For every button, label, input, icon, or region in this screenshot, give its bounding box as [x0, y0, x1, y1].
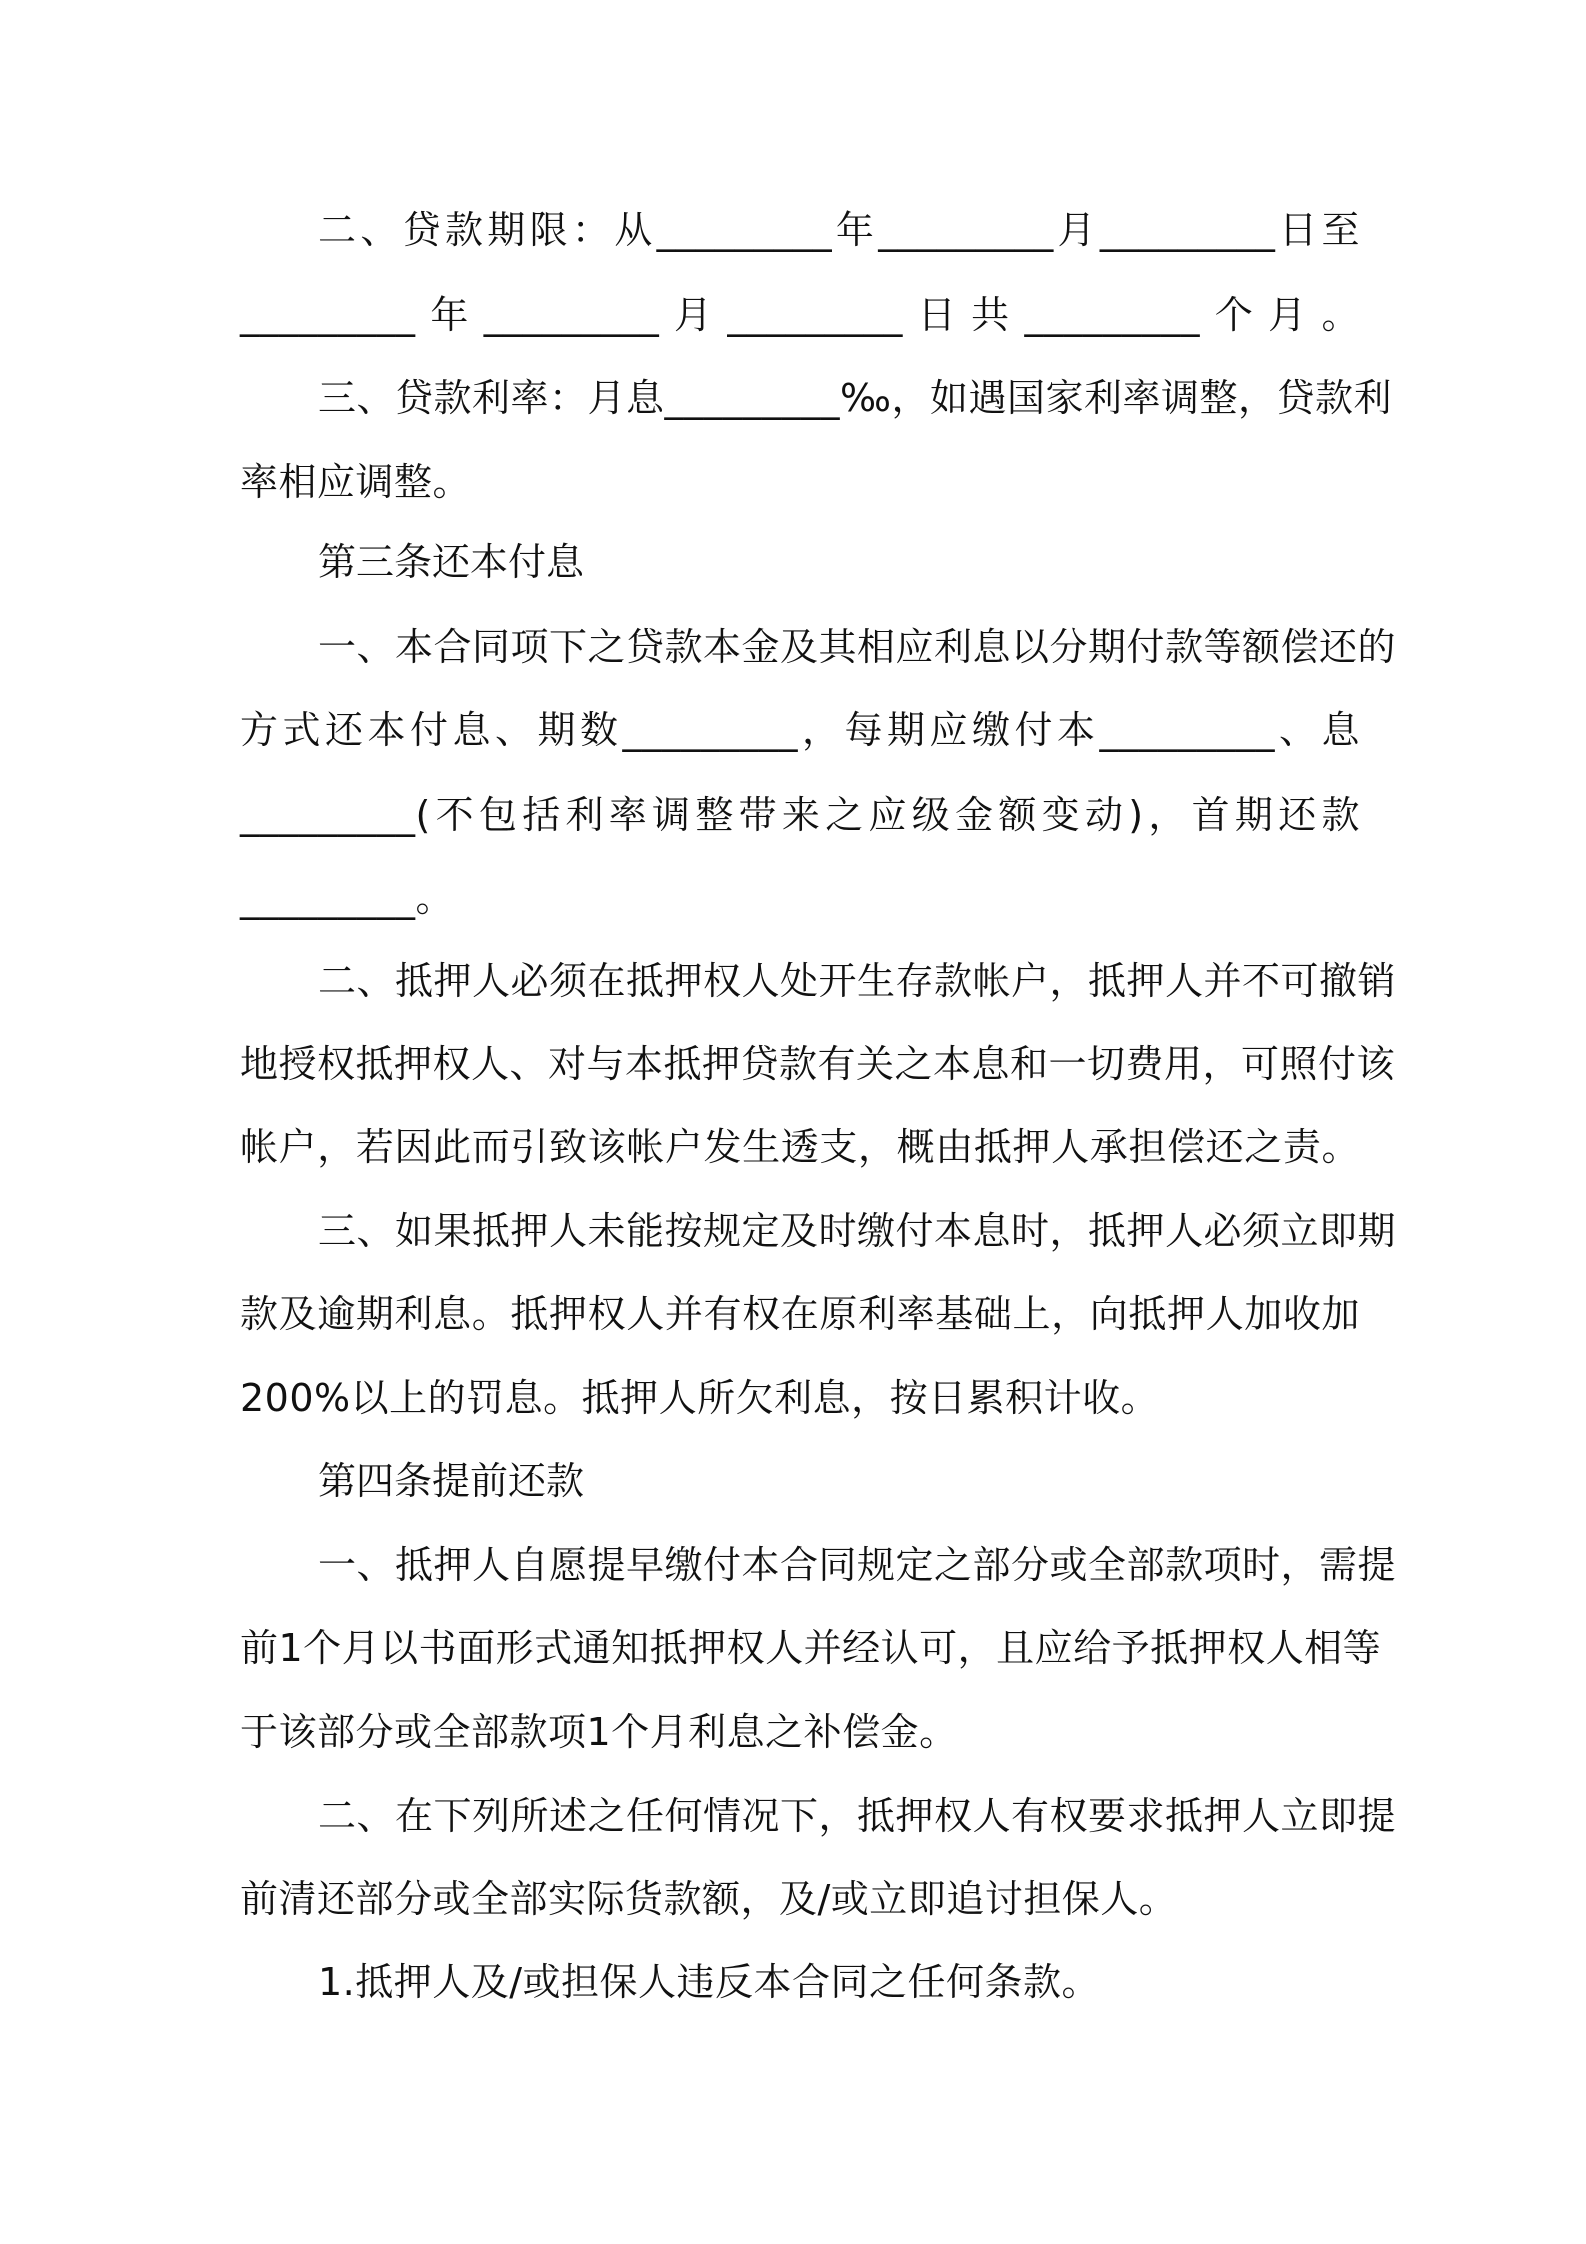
text-line: 于该部分或全部款项1个月利息之补偿金。 — [240, 1710, 958, 1754]
text-line: 帐户，若因此而引致该帐户发生透支，概由抵押人承担偿还之责。 — [240, 1125, 1360, 1169]
text-line: 二、在下列所述之任何情况下，抵押权人有权要求抵押人立即提 — [318, 1794, 1397, 1838]
text-line: _________年_________月_________日共_________个月。 — [240, 293, 1360, 337]
text-line: 三、如果抵押人未能按规定及时缴付本息时，抵押人必须立即期 — [318, 1209, 1397, 1253]
section-heading: 第三条还本付息 — [318, 540, 585, 584]
section-heading: 第四条提前还款 — [318, 1459, 585, 1503]
text-line: 率相应调整。 — [240, 460, 472, 504]
text-line: 款及逾期利息。抵押权人并有权在原利率基础上，向抵押人加收加 — [240, 1292, 1360, 1336]
text-line: 地授权抵押权人、对与本抵押贷款有关之本息和一切费用，可照付该 — [240, 1042, 1396, 1086]
text-line: 前清还部分或全部实际货款额，及/或立即追讨担保人。 — [240, 1877, 1178, 1921]
text-line: _________。 — [240, 876, 455, 920]
text-line: 方式还本付息、期数_________，每期应缴付本_________、息 — [240, 708, 1360, 752]
text-line: _________(不包括利率调整带来之应级金额变动)，首期还款 — [240, 793, 1360, 837]
text-line: 一、抵押人自愿提早缴付本合同规定之部分或全部款项时，需提 — [318, 1543, 1397, 1587]
text-line: 三、贷款利率：月息_________‰，如遇国家利率调整，贷款利 — [318, 376, 1392, 420]
text-line: 1.抵押人及/或担保人违反本合同之任何条款。 — [318, 1960, 1101, 2004]
text-line: 200%以上的罚息。抵押人所欠利息，按日累积计收。 — [240, 1376, 1160, 1420]
text-line: 一、本合同项下之贷款本金及其相应利息以分期付款等额偿还的 — [318, 625, 1397, 669]
text-line: 二、贷款期限：从_________年_________月_________日至 — [318, 208, 1360, 252]
text-line: 前1个月以书面形式通知抵押权人并经认可，且应给予抵押权人相等 — [240, 1626, 1382, 1670]
text-line: 二、抵押人必须在抵押权人处开生存款帐户，抵押人并不可撤销 — [318, 959, 1397, 1003]
